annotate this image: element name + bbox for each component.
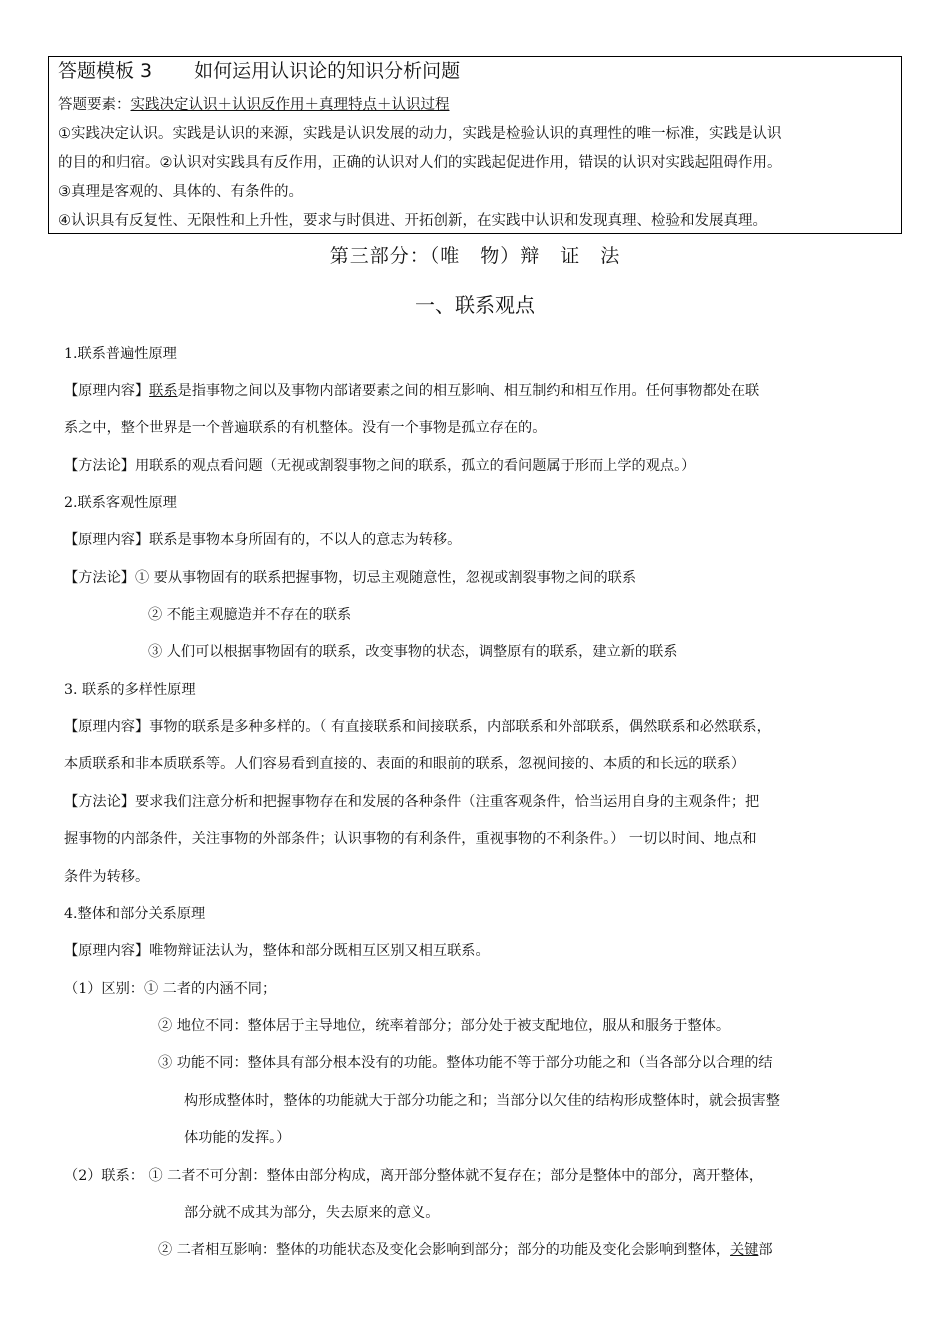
underlined-term: 联系 <box>149 383 178 399</box>
template-elements-prefix: 答题要素： <box>58 97 131 113</box>
part-title: 第三部分：（唯 物）辩 证 法 <box>329 245 621 267</box>
body-line: 【方法论】要求我们注意分析和把握事物存在和发展的各种条件（注重客观条件，恰当运用自身的主观条件；把 <box>64 794 760 810</box>
template-title <box>58 57 460 85</box>
template-line-1: ①实践决定认识。实践是认识的来源，实践是认识发展的动力，实践是检验认识的真理性的唯一标准，实践是认识 <box>58 126 782 142</box>
heading-1: 1.联系普遍性原理 <box>64 346 177 362</box>
template-elements <box>58 95 450 115</box>
body-line: 握事物的内部条件，关注事物的外部条件；认识事物的有利条件，重视事物的不利条件。） 一切以时间、地点和 <box>64 831 757 847</box>
underlined-term: 关键 <box>730 1242 759 1258</box>
body-line: 系之中，整个世界是一个普遍联系的有机整体。没有一个事物是孤立存在的。 <box>64 420 547 436</box>
heading-3: 3. 联系的多样性原理 <box>64 682 196 698</box>
answer-template-box <box>48 56 902 234</box>
body-line: ③ 人们可以根据事物固有的联系，改变事物的状态，调整原有的联系，建立新的联系 <box>148 644 678 660</box>
body-line: 【方法论】① 要从事物固有的联系把握事物，切忌主观随意性，忽视或割裂事物之间的联系 <box>64 570 637 586</box>
body-line: 构形成整体时，整体的功能就大于部分功能之和；当部分以欠佳的结构形成整体时，就会损害整 <box>184 1093 780 1109</box>
template-line-3: ③真理是客观的、具体的、有条件的。 <box>58 184 303 200</box>
body-line: （1）区别：① 二者的内涵不同； <box>64 981 277 997</box>
body-line: 【原理内容】联系是指事物之间以及事物内部诸要素之间的相互影响、相互制约和相互作用。任何事物都处在联 <box>64 383 760 399</box>
body-line: 本质联系和非本质联系等。人们容易看到直接的、表面的和眼前的联系，忽视间接的、本质的和长远的联系） <box>64 756 746 772</box>
body-line: ② 二者相互影响：整体的功能状态及变化会影响到部分；部分的功能及变化会影响到整体，关键部 <box>158 1242 773 1258</box>
template-line-4: ④认识具有反复性、无限性和上升性，要求与时俱进、开拓创新，在实践中认识和发现真理、检验和发展真理。 <box>58 213 767 229</box>
heading-4: 4.整体和部分关系原理 <box>64 906 206 922</box>
body-line: 【原理内容】联系是事物本身所固有的，不以人的意志为转移。 <box>64 532 462 548</box>
body-line: ② 不能主观臆造并不存在的联系 <box>148 607 352 623</box>
template-label: 答题模板 3 <box>58 60 153 82</box>
body-line: 体功能的发挥。） <box>184 1130 291 1146</box>
template-topic: 如何运用认识论的知识分析问题 <box>194 60 461 82</box>
body-line: ② 地位不同：整体居于主导地位，统率着部分；部分处于被支配地位，服从和服务于整体。 <box>158 1018 731 1034</box>
heading-2: 2.联系客观性原理 <box>64 495 177 511</box>
body-line: 【原理内容】事物的联系是多种多样的。（ 有直接联系和间接联系，内部联系和外部联系，偶然联系和必然联系， <box>64 719 771 735</box>
body-line: 部分就不成其为部分，失去原来的意义。 <box>184 1205 440 1221</box>
section-title: 一、联系观点 <box>415 293 535 317</box>
body-line: 条件为转移。 <box>64 869 150 885</box>
body-line: （2）联系： ① 二者不可分割：整体由部分构成，离开部分整体就不复存在；部分是整体中的部分，离开整体， <box>64 1168 764 1184</box>
body-line: 【原理内容】唯物辩证法认为，整体和部分既相互区别又相互联系。 <box>64 943 490 959</box>
body-line: ③ 功能不同：整体具有部分根本没有的功能。整体功能不等于部分功能之和（当各部分以合理的结 <box>158 1055 773 1071</box>
body-line: 【方法论】用联系的观点看问题（无视或割裂事物之间的联系，孤立的看问题属于形而上学的观点。） <box>64 458 696 474</box>
template-line-2: 的目的和归宿。②认识对实践具有反作用，正确的认识对人们的实践起促进作用，错误的认识对实践起阻碍作用。 <box>58 155 782 171</box>
template-elements-list: 实践决定认识＋认识反作用＋真理特点＋认识过程 <box>130 97 450 113</box>
